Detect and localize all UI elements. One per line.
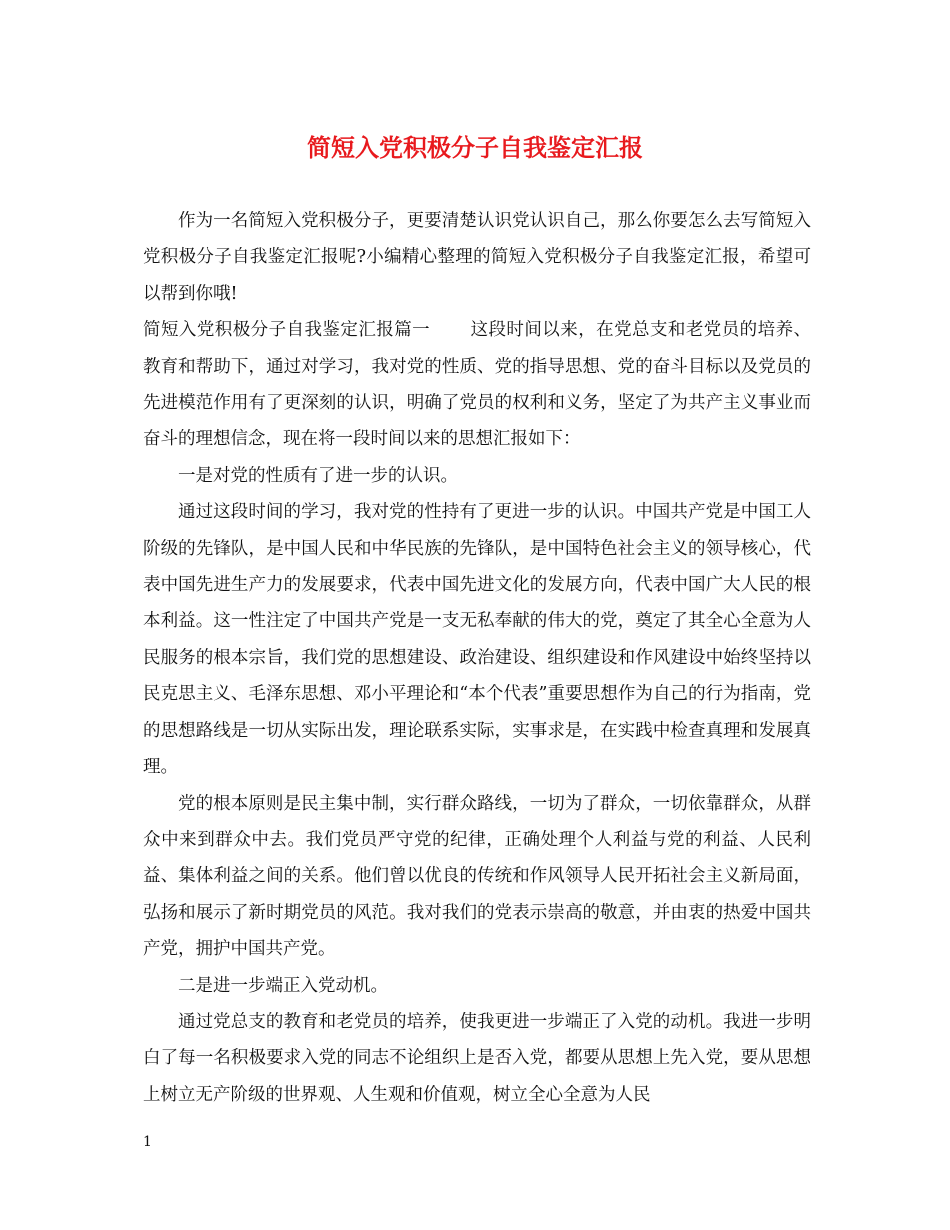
intro-paragraph: 作为一名简短入党积极分子，更要清楚认识党认识自己，那么你要怎么去写简短入党积极分子自我鉴定汇报呢?小编精心整理的简短入党积极分子自我鉴定汇报，希望可以帮到你哦! <box>143 211 811 304</box>
point-one-paragraph-1: 通过这段时间的学习，我对党的性持有了更进一步的认识。中国共产党是中国工人阶级的先锋队，是中国人民和中华民族的先锋队，是中国特色社会主义的领导核心，代表中国先进生产力的发展要求，代表中国先进文化的发展方向，代表中国广大人民的根本利益。这一性注定了中国共产党是一支无私奉献的伟大的党，奠定了其全心全意为人民服务的根本宗旨，我们党的思想建设、政治建设、组织建设和作风建设中始终坚持以民克思主义、毛泽东思想、邓小平理论和“本个代表”重要思想作为自己的行为指南，党的思想路线是一切从实际出发，理论联系实际，实事求是，在实践中检查真理和发展真理。 <box>143 502 811 778</box>
point-one-paragraph-2: 党的根本原则是民主集中制，实行群众路线，一切为了群众，一切依靠群众，从群众中来到群众中去。我们党员严守党的纪律，正确处理个人利益与党的利益、人民利益、集体利益之间的关系。他们曾以优良的传统和作风领导人民开拓社会主义新局面，弘扬和展示了新时期党员的风范。我对我们的党表示崇高的敬意，并由衷的热爱中国共产党，拥护中国共产党。 <box>143 793 811 960</box>
page-number: 1 <box>143 1134 152 1150</box>
section-opening-text: 这段时间以来，在党总支和老党员的培养、教育和帮助下，通过对学习，我对党的性质、党的指导思想、党的奋斗目标以及党员的先进模范作用有了更深刻的认识，明确了党员的权利和义务，坚定了为共产主义事业而奋斗的理想信念，现在将一段时间以来的思想汇报如下： <box>143 320 812 450</box>
point-two-paragraph-1: 通过党总支的教育和老党员的培养，使我更进一步端正了入党的动机。我进一步明白了每一名积极要求入党的同志不论组织上是否入党，都要从思想上先入党，要从思想上树立无产阶级的世界观、人生观和价值观，树立全心全意为人民 <box>143 1011 811 1105</box>
point-one-heading: 一是对党的性质有了进一步的认识。 <box>178 465 458 486</box>
section-label: 简短入党积极分子自我鉴定汇报篇一 <box>143 320 431 341</box>
point-two-heading: 二是进一步端正入党动机。 <box>178 975 388 996</box>
document-body <box>143 203 811 1113</box>
document-title: 简短入党积极分子自我鉴定汇报 <box>307 133 643 162</box>
section-paragraph <box>143 312 811 458</box>
